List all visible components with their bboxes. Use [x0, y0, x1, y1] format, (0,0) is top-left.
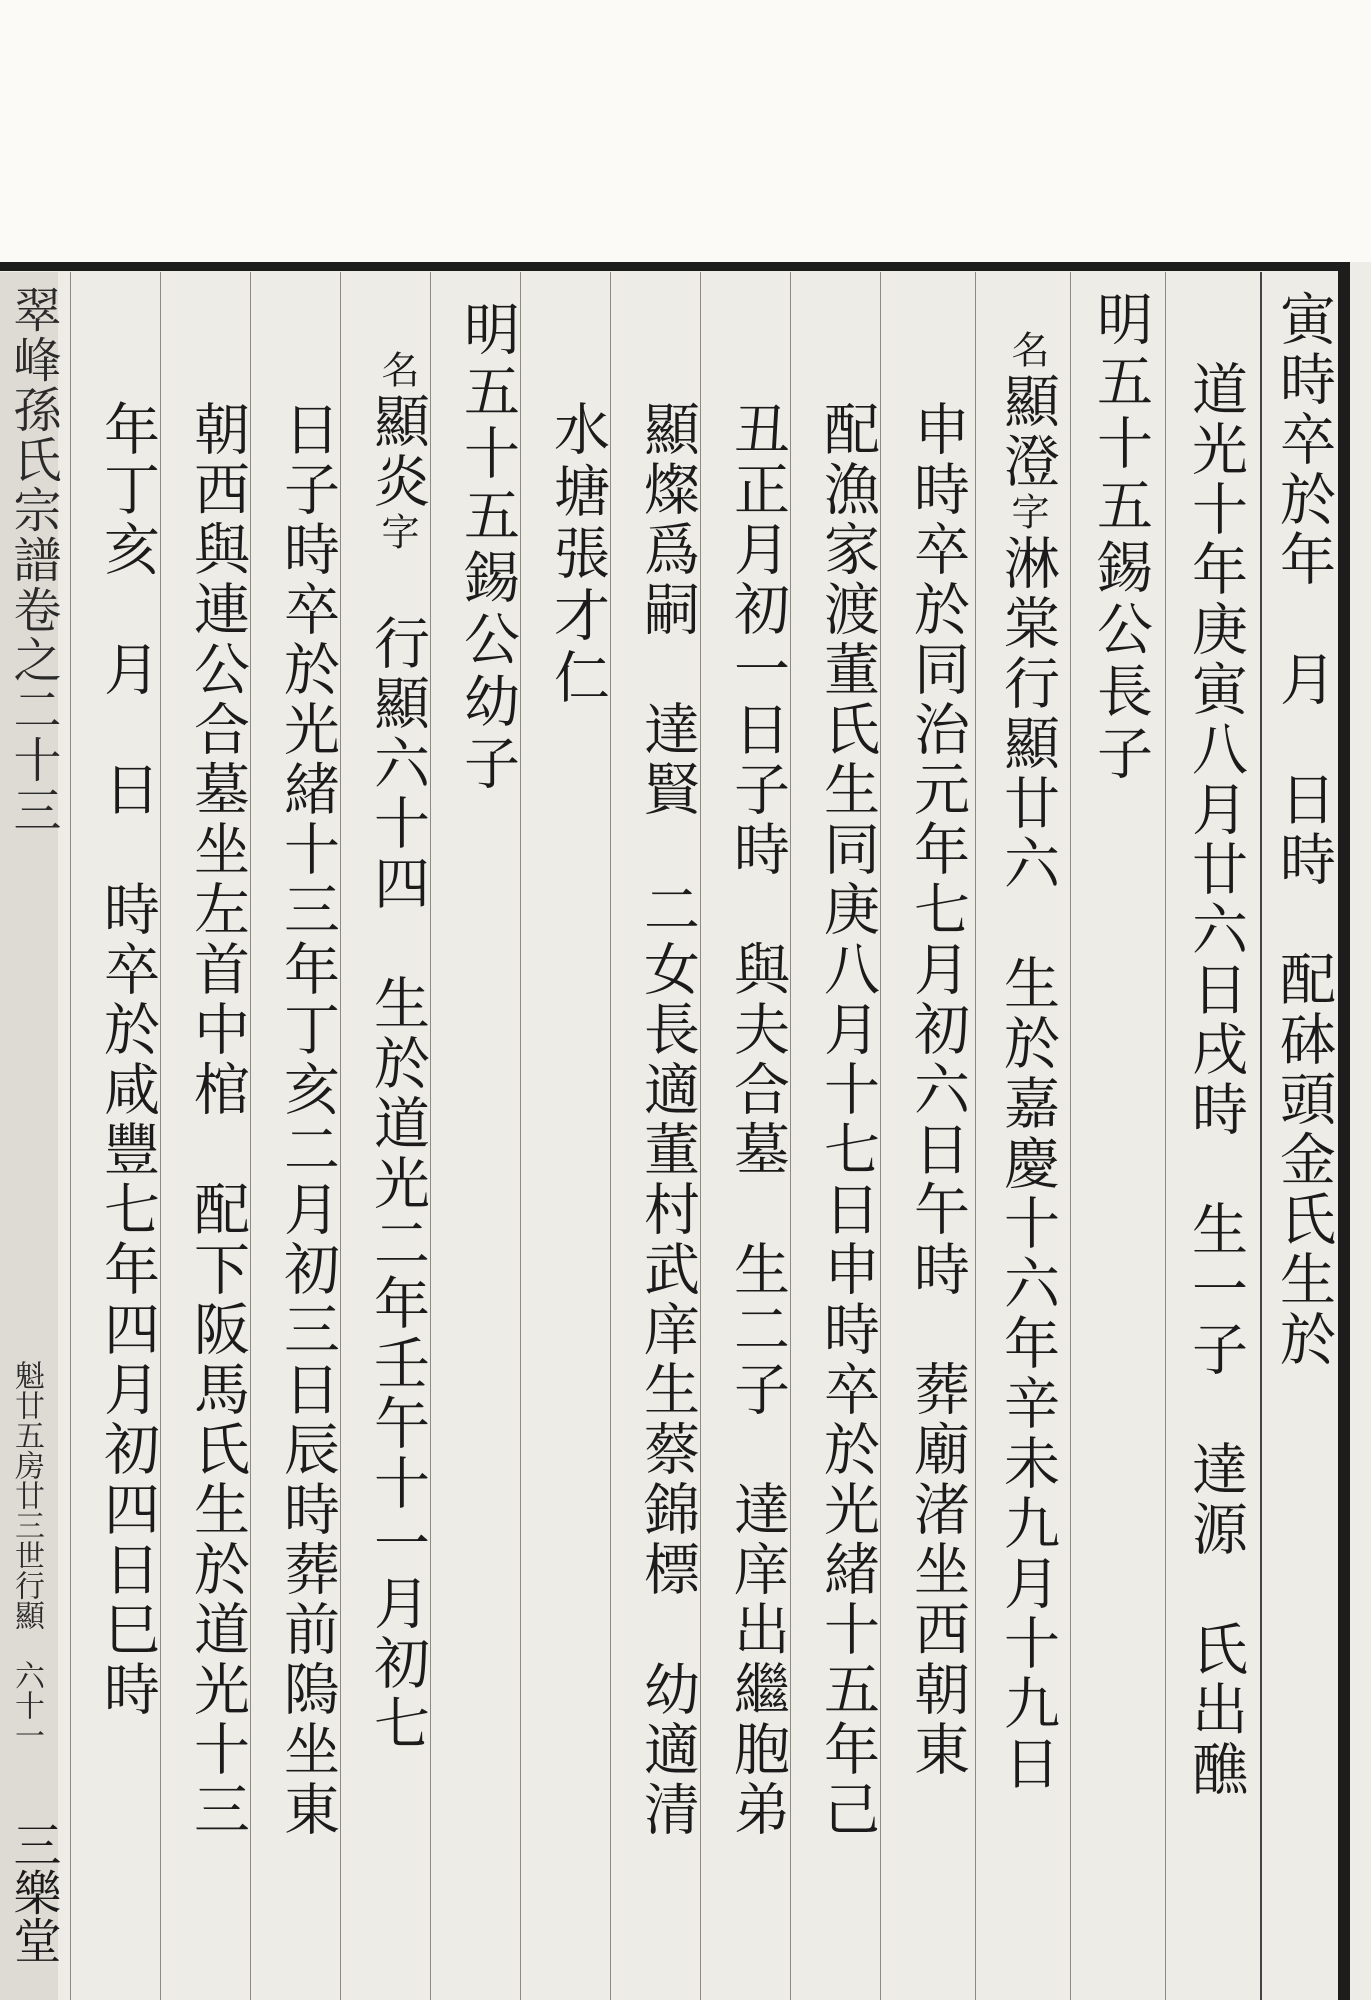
column-text: 道光十年庚寅八月廿六日戌時 生一子 達源 氏出醮 — [1183, 360, 1248, 1800]
column-text: 明五十五錫公幼子 — [455, 300, 520, 796]
frame-top-border — [0, 262, 1350, 271]
page-number: 六十一 — [9, 1660, 44, 1750]
column-text: 顯澄 — [995, 372, 1060, 492]
column-text-tail: 行顯六十四 生於道光二年壬午十一月初七 — [365, 554, 430, 1754]
text-column-3 — [1085, 290, 1155, 786]
column-text-tail: 年 月 日時 配砵頭金氏生於 — [1271, 530, 1336, 1370]
column-text: 水塘張才仁 — [545, 400, 610, 710]
column-text: 年丁亥 月 日 時卒於咸豐七年四月初四日巳時 — [95, 400, 160, 1720]
column-rule — [1070, 272, 1071, 2000]
column-text: 配漁家渡董氏生同庚八月十七日申時卒於光緒十五年己 — [815, 400, 880, 1840]
courtesy-marker: 字 — [1005, 492, 1049, 534]
column-rule — [70, 272, 71, 2000]
text-column-2 — [1180, 360, 1250, 1800]
text-column-7 — [722, 400, 792, 1840]
frame-right-border — [1338, 262, 1350, 2000]
text-column-6 — [812, 400, 882, 1840]
column-rule — [1165, 272, 1166, 2000]
column-text: 朝西與連公合墓坐左首中棺 配下阪馬氏生於道光十三 — [185, 400, 250, 1840]
column-text: 丑正月初一日子時 與夫合墓 生二子 達庠出繼胞弟 — [725, 400, 790, 1840]
inner-rule — [1260, 272, 1262, 2000]
hall-name: 三樂堂 — [5, 1820, 61, 1964]
text-column-5 — [902, 400, 972, 1780]
column-text-tail: 淋棠行顯廿六 生於嘉慶十六年辛未九月十九日 — [995, 534, 1060, 1794]
section-text: 魁廿五房廿三世行顯 — [9, 1360, 44, 1630]
section-and-page — [6, 1360, 46, 1750]
name-marker: 名 — [1005, 330, 1049, 372]
book-title-text: 翠峰孫氏宗譜 — [5, 285, 61, 585]
column-rule — [975, 272, 976, 2000]
courtesy-marker: 字 — [375, 512, 419, 554]
column-text: 寅時卒於 — [1271, 290, 1336, 530]
text-column-11 — [362, 350, 432, 1754]
book-title — [6, 285, 60, 835]
text-column-4 — [992, 330, 1062, 1794]
name-marker: 名 — [375, 350, 419, 392]
text-column-10 — [452, 300, 522, 796]
text-column-9 — [542, 400, 612, 710]
text-column-1 — [1268, 290, 1338, 1370]
text-column-14 — [92, 400, 162, 1720]
text-column-12 — [272, 400, 342, 1840]
top-blank-margin — [0, 0, 1371, 262]
column-text: 顯燦爲嗣 達賢 二女長適董村武庠生蔡錦標 幼適清 — [635, 400, 700, 1840]
text-column-8 — [632, 400, 702, 1840]
column-text: 申時卒於同治元年七月初六日午時 葬廟渚坐西朝東 — [905, 400, 970, 1780]
text-column-13 — [182, 400, 252, 1840]
column-text: 日子時卒於光緒十三年丁亥二月初三日辰時葬前隖坐東 — [275, 400, 340, 1840]
volume-text: 卷之二十三 — [5, 585, 61, 835]
column-text: 顯炎 — [365, 392, 430, 512]
column-text: 明五十五錫公長子 — [1088, 290, 1153, 786]
